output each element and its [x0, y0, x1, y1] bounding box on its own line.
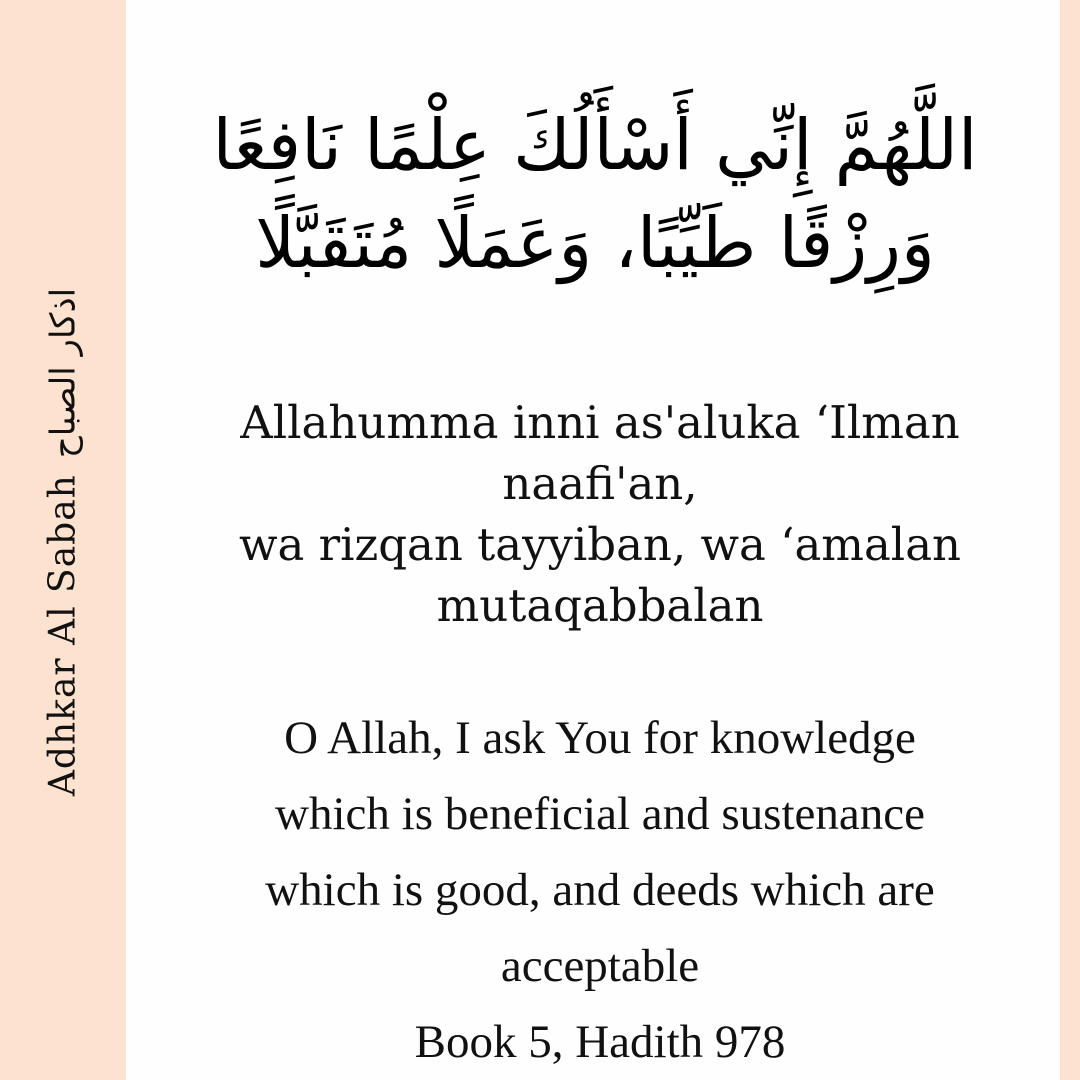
transliteration-line: Allahumma inni as'aluka ‘Ilman [240, 396, 960, 449]
translation [160, 700, 1040, 1080]
hadith-reference: Book 5, Hadith 978 [414, 1016, 786, 1068]
translation-line: O Allah, I ask You for knowledge [284, 712, 916, 764]
translation-line: acceptable [500, 940, 700, 992]
side-label [43, 288, 84, 796]
arabic-dua-line: اللَّهُمَّ إِنِّي أَسْأَلُكَ عِلْمًا نَافِعًا [212, 104, 978, 186]
transliteration-line: naafi'an, [502, 457, 698, 510]
translation-line: which is beneficial and sustenance [275, 788, 925, 840]
arabic-dua-line: وَرِزْقًا طَيِّبًا، وَعَمَلًا مُتَقَبَّلًا [255, 202, 935, 284]
translation-line: which is good, and deeds which are [265, 864, 935, 916]
transliteration-line: wa rizqan tayyiban, wa ‘amalan [238, 518, 962, 571]
arabic-dua [150, 96, 1040, 292]
side-label-arabic: اذكار الصباح [43, 287, 83, 459]
right-border-strip [1060, 0, 1080, 1080]
side-label-english: Adhkar Al Sabah [42, 474, 84, 797]
transliteration [180, 392, 1020, 636]
transliteration-line: mutaqabbalan [436, 579, 764, 632]
